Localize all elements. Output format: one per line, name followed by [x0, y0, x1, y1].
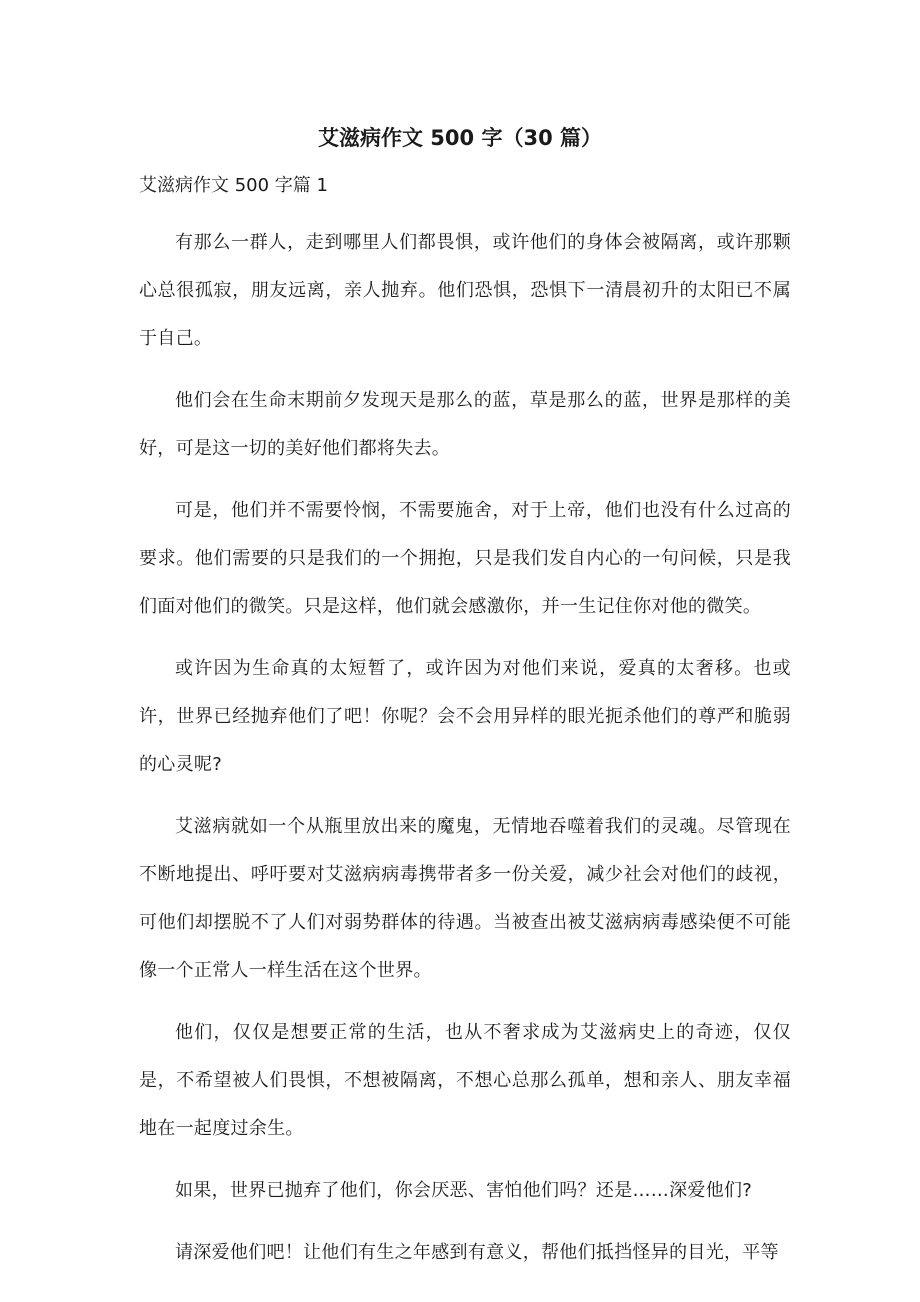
paragraph: 请深爱他们吧！让他们有生之年感到有意义，帮他们抵挡怪异的目光，平等: [175, 1242, 779, 1263]
document-title: 艾滋病作文 500 字（30 篇）: [318, 126, 602, 150]
paragraph: 或许因为生命真的太短暂了，或许因为对他们来说，爱真的太奢移。也或许，世界已经抛弃他们了吧！你呢？会不会用异样的眼光扼杀他们的尊严和脆弱的心灵呢?: [139, 658, 791, 775]
essay-heading: 艾滋病作文 500 字篇 1: [139, 175, 328, 196]
paragraph: 如果，世界已抛弃了他们，你会厌恶、害怕他们吗？还是……深爱他们?: [175, 1180, 753, 1201]
paragraph: 他们会在生命末期前夕发现天是那么的蓝，草是那么的蓝，世界是那样的美好，可是这一切的美好他们都将失去。: [139, 390, 791, 459]
paragraph: 有那么一群人，走到哪里人们都畏惧，或许他们的身体会被隔离，或许那颗心总很孤寂，朋友远离，亲人抛弃。他们恐惧，恐惧下一清晨初升的太阳已不属于自己。: [139, 232, 791, 349]
paragraph: 艾滋病就如一个从瓶里放出来的魔鬼，无情地吞噬着我们的灵魂。尽管现在不断地提出、呼吁要对艾滋病病毒携带者多一份关爱，减少社会对他们的歧视，可他们却摆脱不了人们对弱势群体的待遇。当被查出被艾滋病病毒感染便不可能像一个正常人一样生活在这个世界。: [139, 816, 791, 981]
paragraph: 可是，他们并不需要怜悯，不需要施舍，对于上帝，他们也没有什么过高的要求。他们需要的只是我们的一个拥抱，只是我们发自内心的一句问候，只是我们面对他们的微笑。只是这样，他们就会感激你，并一生记住你对他的微笑。: [139, 500, 791, 617]
essay-body: [139, 219, 791, 1291]
paragraph: 他们，仅仅是想要正常的生活，也从不奢求成为艾滋病史上的奇迹，仅仅是，不希望被人们畏惧，不想被隔离，不想心总那么孤单，想和亲人、朋友幸福地在一起度过余生。: [139, 1022, 791, 1139]
